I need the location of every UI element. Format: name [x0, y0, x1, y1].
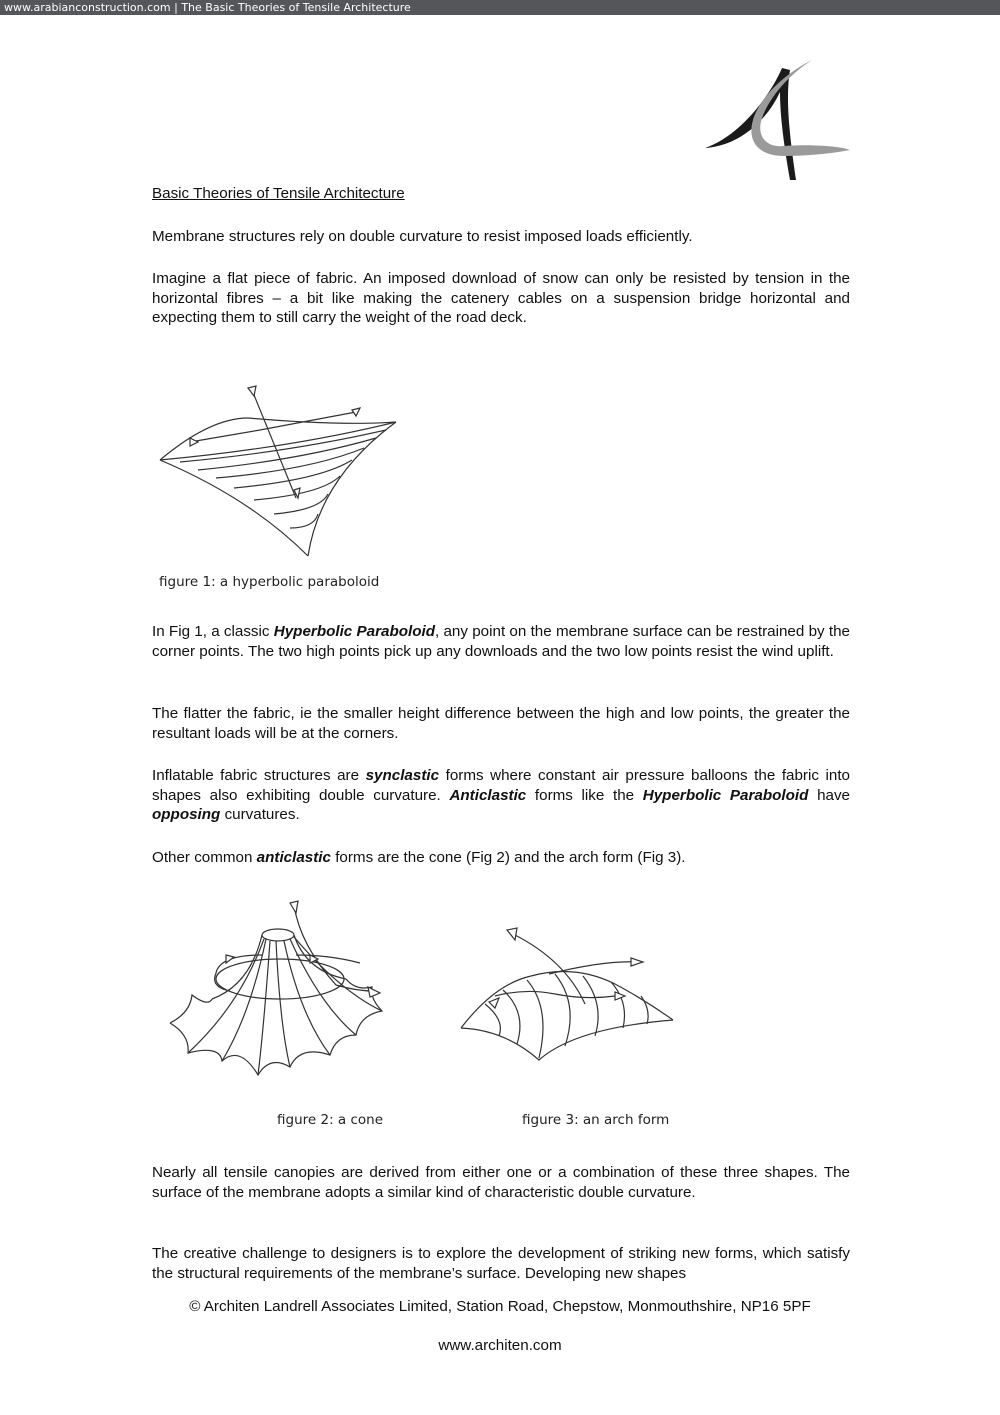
paragraph-6: Other common anticlastic forms are the cone (Fig 2) and the arch form (Fig 3). — [152, 849, 686, 866]
paragraph-4: The flatter the fabric, ie the smaller height difference between the high and low points, the greater the resultant loads will be at the corners. — [152, 705, 850, 742]
paragraph-8: The creative challenge to designers is to explore the development of striking new forms, which satisfy the structural requirements of the membrane’s surface. Developing new shapes — [152, 1245, 850, 1282]
header-bar: www.arabianconstruction.com | The Basic Theories of Tensile Architecture — [0, 0, 1000, 15]
paragraph-5: Inflatable fabric structures are synclastic forms where constant air pressure balloons the fabric into shapes also exhibiting double curvature. Anticlastic forms like the Hyperbolic Paraboloid have opposing curvatures. — [152, 767, 850, 823]
figure-3-arch-form — [455, 920, 680, 1080]
document-title: Basic Theories of Tensile Architecture — [152, 185, 405, 202]
figure-3-caption: figure 3: an arch form — [522, 1112, 670, 1128]
figure-2-cone — [160, 895, 400, 1085]
figure-2-caption: figure 2: a cone — [277, 1112, 384, 1128]
footer-copyright: © Architen Landrell Associates Limited, Station Road, Chepstow, Monmouthshire, NP16 5PF — [189, 1298, 811, 1315]
architen-logo-icon — [700, 56, 852, 186]
figure-1-hyperbolic-paraboloid — [150, 378, 410, 563]
paragraph-3: In Fig 1, a classic Hyperbolic Paraboloid, any point on the membrane surface can be restrained by the corner points. The two high points pick up any downloads and the two low points resist the wind uplift. — [152, 623, 850, 660]
paragraph-7: Nearly all tensile canopies are derived from either one or a combination of these three shapes. The surface of the membrane adopts a similar kind of characteristic double curvature. — [152, 1164, 850, 1201]
paragraph-1: Membrane structures rely on double curvature to resist imposed loads efficiently. — [152, 228, 693, 245]
footer-url[interactable]: www.architen.com — [438, 1337, 562, 1354]
figure-1-caption: figure 1: a hyperbolic paraboloid — [159, 574, 380, 590]
paragraph-2: Imagine a flat piece of fabric. An imposed download of snow can only be resisted by tension in the horizontal fibres – a bit like making the catenery cables on a suspension bridge horizontal and expecting them to still carry the weight of the road deck. — [152, 270, 850, 326]
